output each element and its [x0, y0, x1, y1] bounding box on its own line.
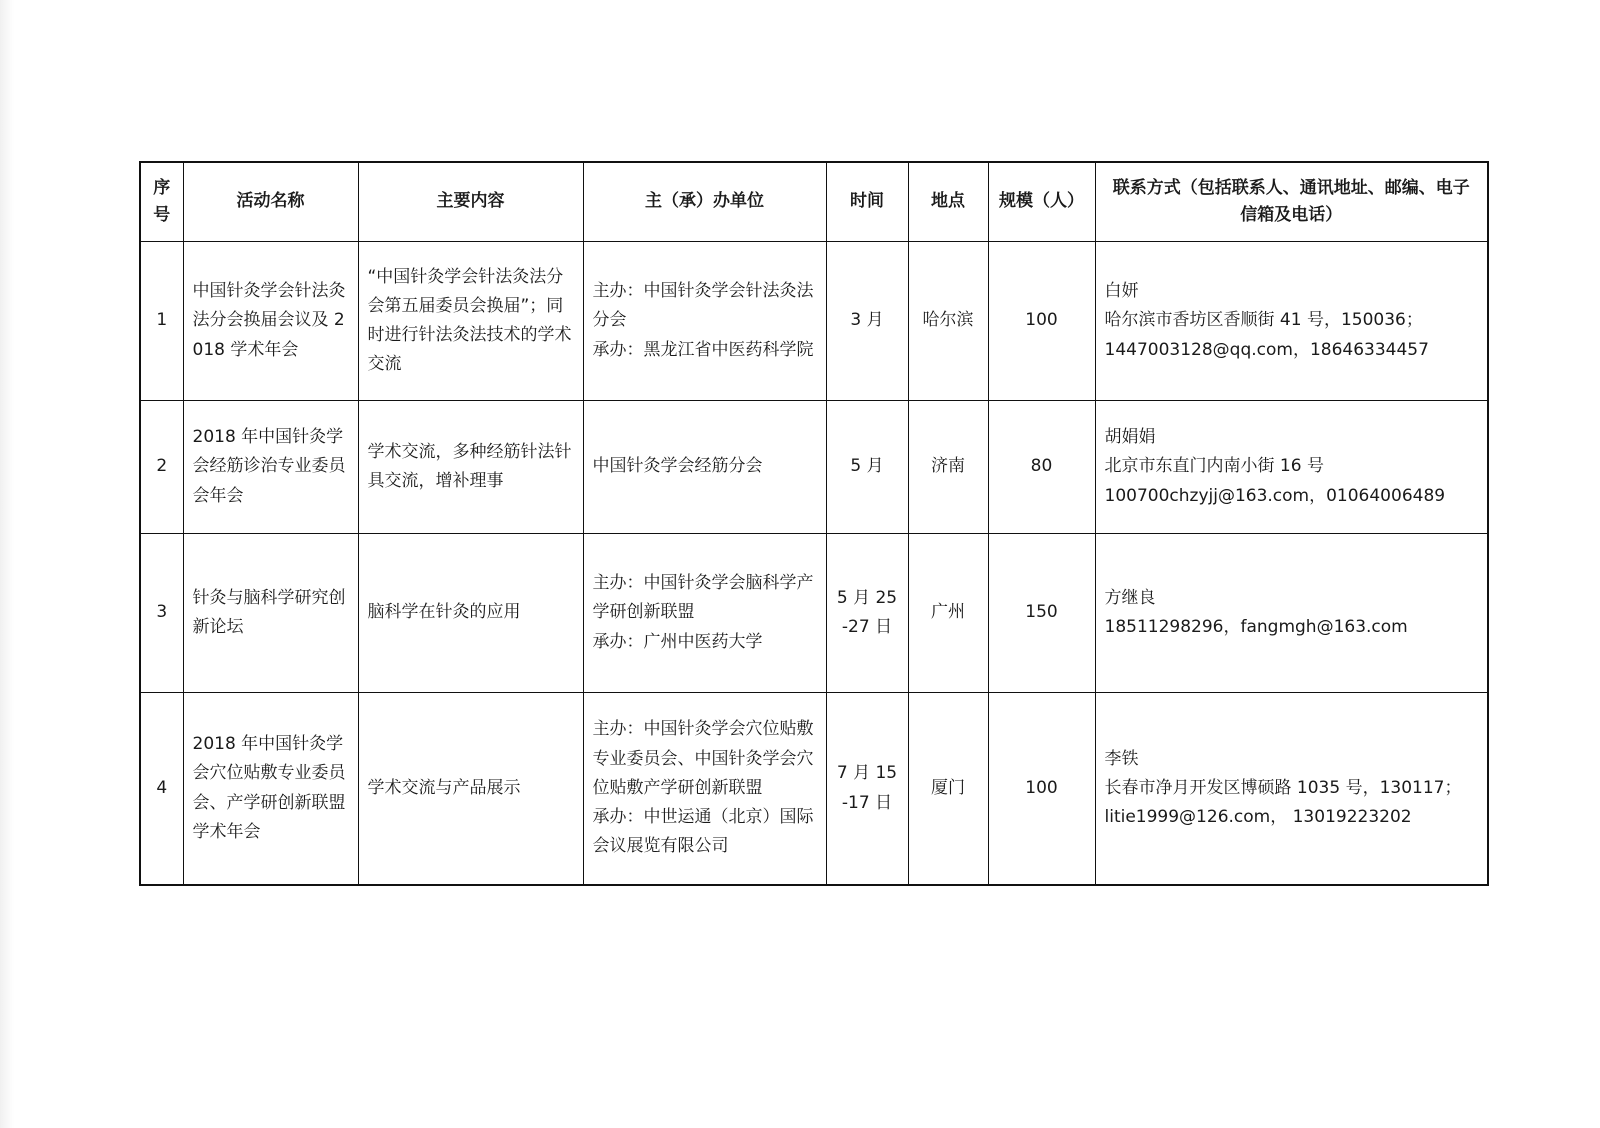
header-content: 主要内容 — [358, 162, 583, 242]
contact-email-phone: 100700chzyjj@163.com，01064006489 — [1104, 485, 1446, 506]
header-time: 时间 — [826, 162, 908, 242]
table-row — [140, 693, 1488, 886]
cell-place: 济南 — [908, 401, 988, 534]
organizer-host: 主办：中国针灸学会脑科学产学研创新联盟 — [592, 573, 814, 623]
contact-person: 李铁 — [1104, 748, 1139, 769]
cell-scale: 100 — [988, 242, 1095, 401]
header-row — [140, 162, 1488, 242]
cell-time: 5 月 25-27 日 — [826, 534, 908, 693]
cell-time: 3 月 — [826, 242, 908, 401]
cell-scale: 150 — [988, 534, 1095, 693]
cell-contact — [1095, 242, 1488, 401]
cell-content: 脑科学在针灸的应用 — [358, 534, 583, 693]
cell-idx: 4 — [140, 693, 183, 886]
cell-time: 5 月 — [826, 401, 908, 534]
cell-contact — [1095, 534, 1488, 693]
cell-idx: 1 — [140, 242, 183, 401]
cell-organizer — [583, 534, 826, 693]
header-contact: 联系方式（包括联系人、通讯地址、邮编、电子信箱及电话） — [1095, 162, 1488, 242]
contact-email-phone: litie1999@126.com， 13019223202 — [1104, 807, 1412, 828]
contact-address: 哈尔滨市香坊区香顺街 41 号，150036； — [1104, 310, 1423, 331]
organizer-undertaker: 承办：黑龙江省中医药科学院 — [592, 339, 814, 360]
cell-scale: 100 — [988, 693, 1095, 886]
cell-name: 针灸与脑科学研究创新论坛 — [183, 534, 358, 693]
cell-place: 广州 — [908, 534, 988, 693]
cell-name: 2018 年中国针灸学会穴位贴敷专业委员会、产学研创新联盟学术年会 — [183, 693, 358, 886]
cell-place: 哈尔滨 — [908, 242, 988, 401]
cell-content: 学术交流，多种经筋针法针具交流，增补理事 — [358, 401, 583, 534]
page-edge-shadow — [0, 0, 14, 1128]
header-idx: 序号 — [140, 162, 183, 242]
header-scale: 规模（人） — [988, 162, 1095, 242]
contact-email-phone: 1447003128@qq.com，18646334457 — [1104, 339, 1429, 360]
header-name: 活动名称 — [183, 162, 358, 242]
activities-table — [139, 161, 1489, 886]
cell-name: 中国针灸学会针法灸法分会换届会议及 2018 学术年会 — [183, 242, 358, 401]
cell-idx: 2 — [140, 401, 183, 534]
organizer-undertaker: 承办：中世运通（北京）国际会议展览有限公司 — [592, 807, 814, 857]
organizer-undertaker: 承办：广州中医药大学 — [592, 631, 763, 652]
contact-address: 北京市东直门内南小街 16 号 — [1104, 456, 1324, 477]
cell-scale: 80 — [988, 401, 1095, 534]
organizer-host: 主办：中国针灸学会针法灸法分会 — [592, 281, 814, 331]
cell-organizer — [583, 693, 826, 886]
cell-idx: 3 — [140, 534, 183, 693]
contact-person: 白妍 — [1104, 281, 1139, 302]
contact-address: 长春市净月开发区博硕路 1035 号，130117； — [1104, 777, 1462, 798]
header-place: 地点 — [908, 162, 988, 242]
cell-organizer — [583, 401, 826, 534]
cell-time: 7 月 15-17 日 — [826, 693, 908, 886]
contact-person: 胡娟娟 — [1104, 427, 1156, 448]
table-row — [140, 401, 1488, 534]
table-row — [140, 534, 1488, 693]
table-row — [140, 242, 1488, 401]
cell-content: “中国针灸学会针法灸法分会第五届委员会换届”；同时进行针法灸法技术的学术交流 — [358, 242, 583, 401]
contact-person: 方继良 — [1104, 587, 1156, 608]
cell-place: 厦门 — [908, 693, 988, 886]
cell-content: 学术交流与产品展示 — [358, 693, 583, 886]
organizer-host: 中国针灸学会经筋分会 — [592, 456, 763, 477]
organizer-host: 主办：中国针灸学会穴位贴敷专业委员会、中国针灸学会穴位贴敷产学研创新联盟 — [592, 719, 814, 798]
cell-name: 2018 年中国针灸学会经筋诊治专业委员会年会 — [183, 401, 358, 534]
contact-email-phone: 18511298296，fangmgh@163.com — [1104, 617, 1408, 637]
cell-contact — [1095, 401, 1488, 534]
header-organizer: 主（承）办单位 — [583, 162, 826, 242]
cell-organizer — [583, 242, 826, 401]
cell-contact — [1095, 693, 1488, 886]
